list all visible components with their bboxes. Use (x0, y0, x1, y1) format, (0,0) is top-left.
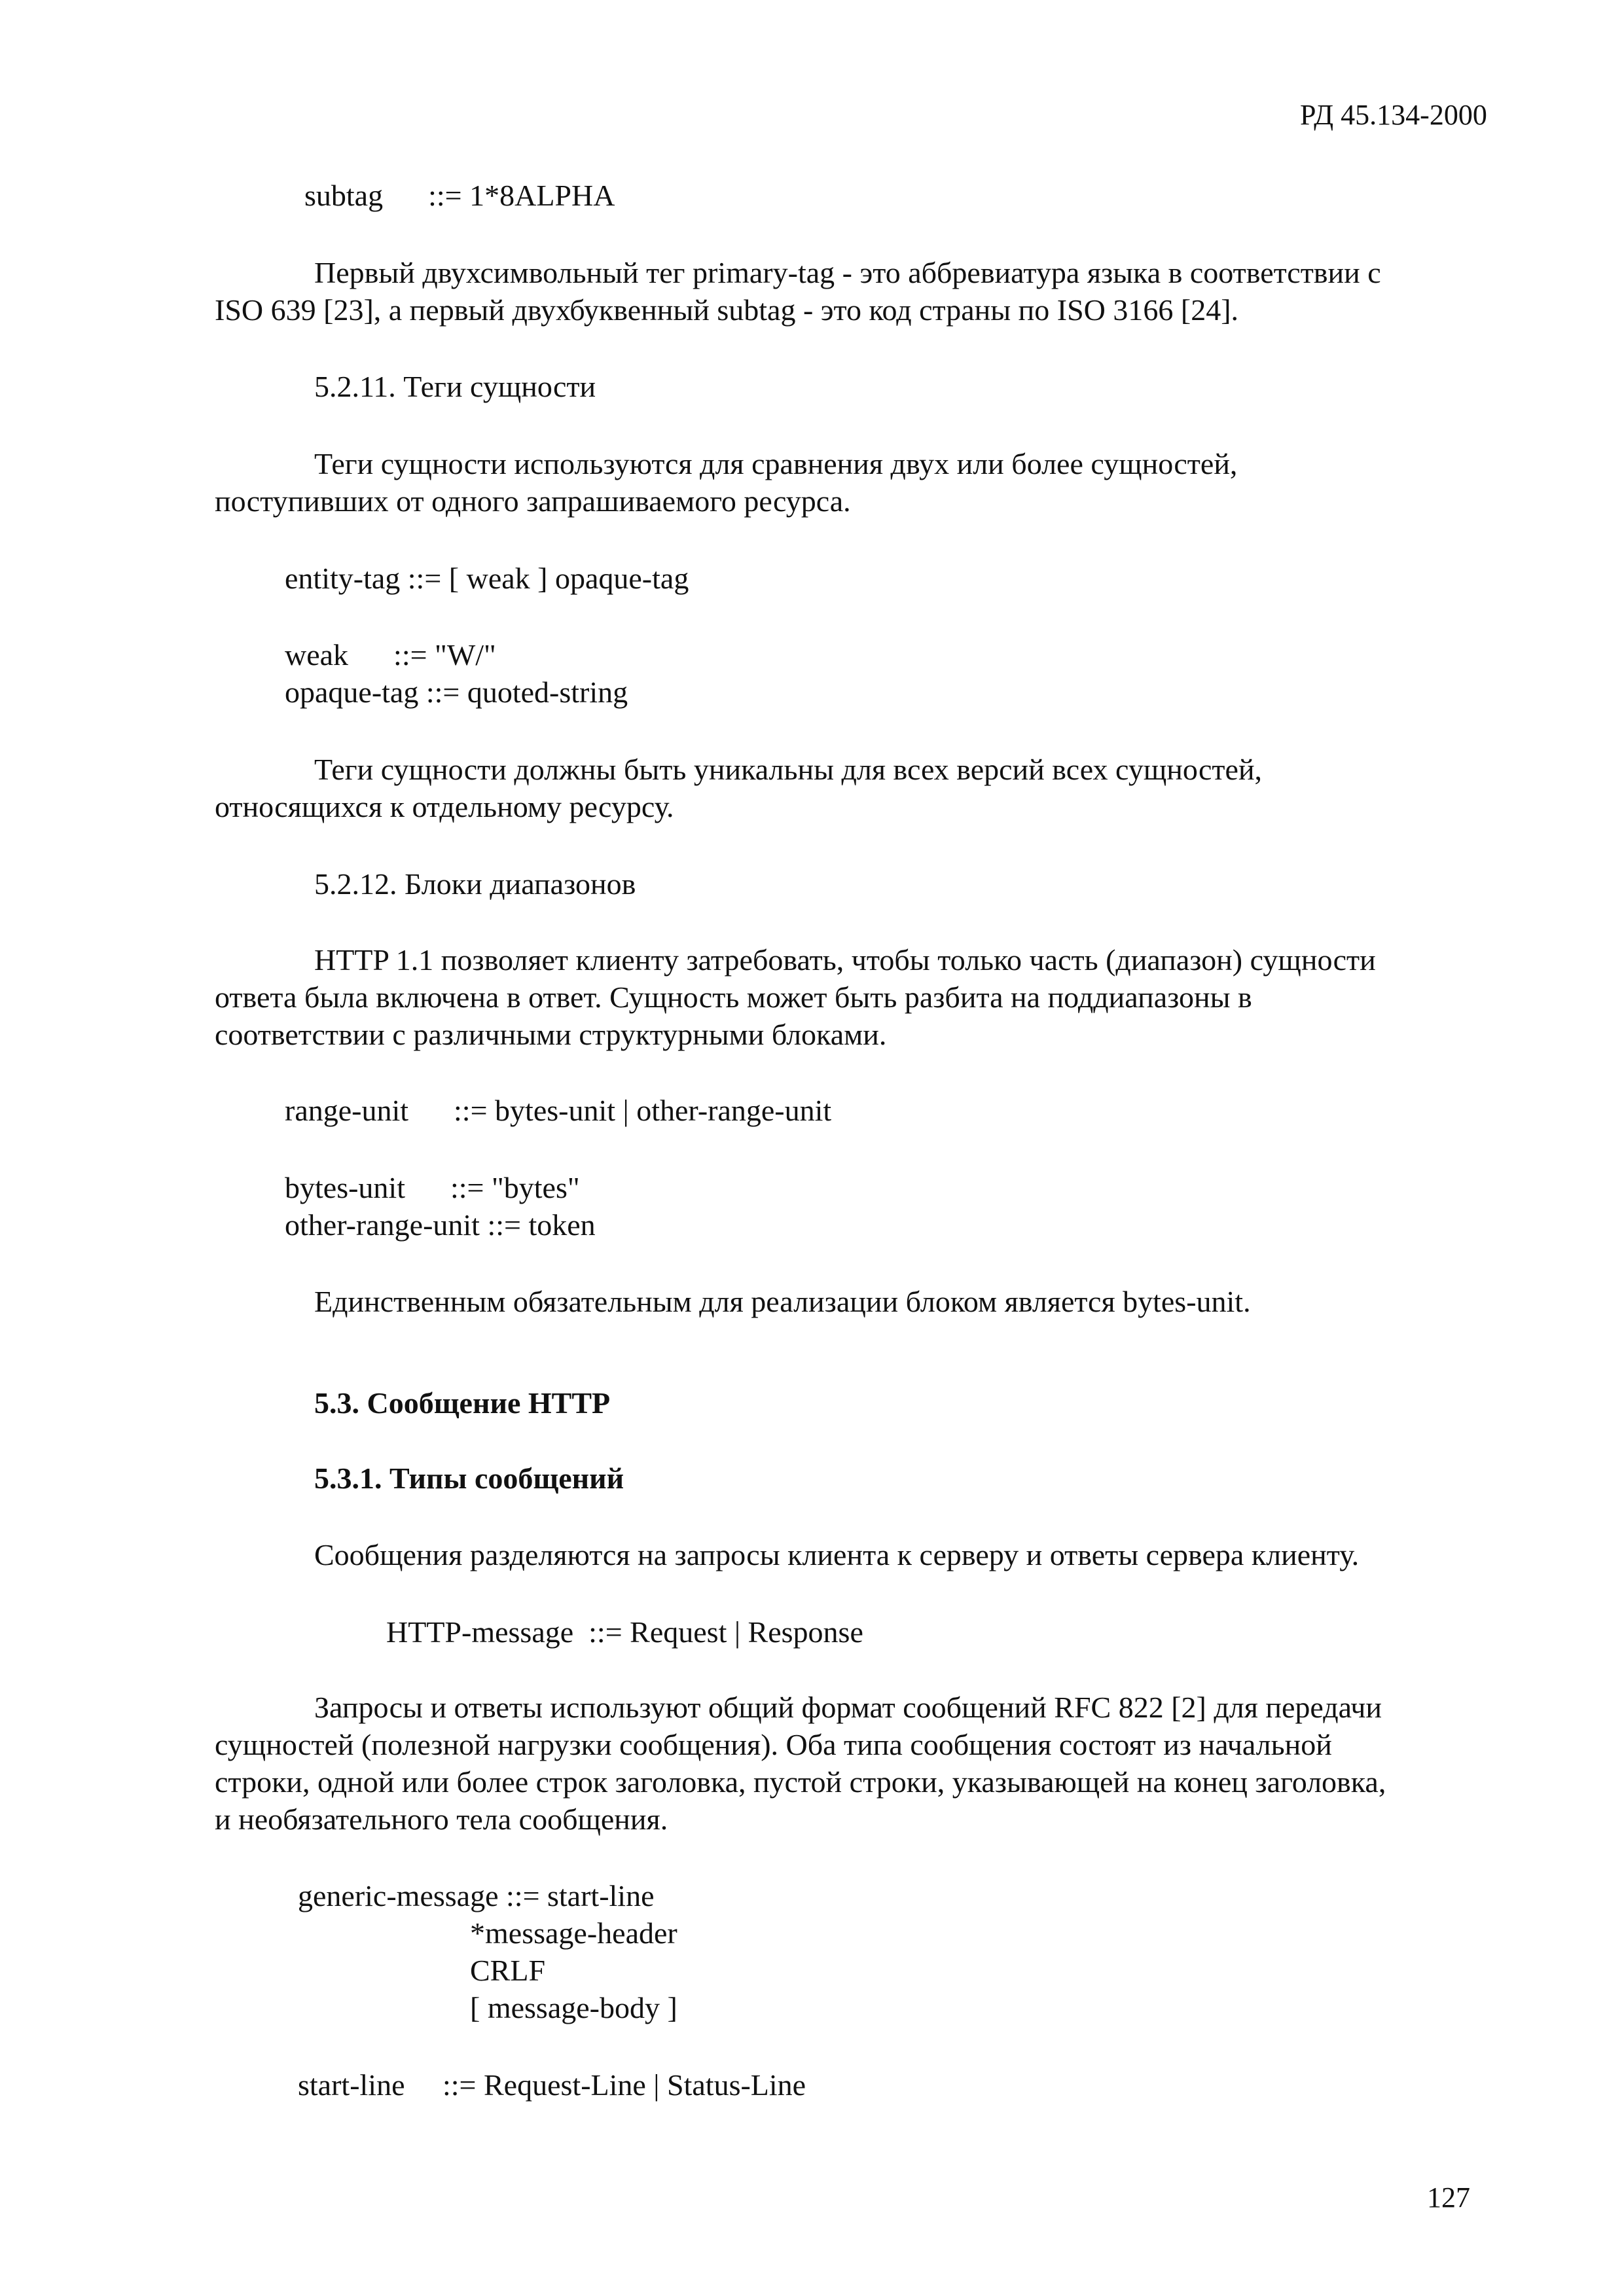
paragraph-entity-unique-line-2: относящихся к отдельному ресурсу. (215, 790, 674, 823)
grammar-start-line: start-line ::= Request-Line | Status-Line (298, 2068, 806, 2102)
paragraph-range-units-line-3: соответствии с различными структурными блоками. (215, 1018, 887, 1051)
grammar-subtag: subtag ::= 1*8ALPHA (304, 179, 615, 212)
paragraph-message-format-line-2: сущностей (полезной нагрузки сообщения). Оба типа сообщения состоят из начальной (215, 1728, 1332, 1761)
paragraph-message-format-line-4: и необязательного тела сообщения. (215, 1803, 668, 1836)
grammar-bytes-unit: bytes-unit ::= "bytes" (285, 1171, 580, 1204)
paragraph-message-types: Сообщения разделяются на запросы клиента к серверу и ответы сервера клиенту. (314, 1538, 1360, 1571)
paragraph-entity-tags-line-2: поступивших от одного запрашиваемого ресурса. (215, 484, 851, 518)
grammar-generic-message-body: [ message-body ] (470, 1991, 677, 2024)
grammar-opaque-tag: opaque-tag ::= quoted-string (285, 675, 628, 709)
section-heading-5-3-1: 5.3.1. Типы сообщений (314, 1462, 624, 1495)
paragraph-primary-tag-line-1: Первый двухсимвольный тег primary-tag - это аббревиатура языка в соответствии с (314, 256, 1381, 289)
grammar-generic-crlf: CRLF (470, 1954, 546, 1987)
paragraph-range-units-line-1: HTTP 1.1 позволяет клиенту затребовать, чтобы только часть (диапазон) сущности (314, 943, 1376, 977)
paragraph-entity-unique-line-1: Теги сущности должны быть уникальны для всех версий всех сущностей, (314, 753, 1263, 786)
grammar-other-range-unit: other-range-unit ::= token (285, 1208, 596, 1242)
grammar-weak: weak ::= "W/" (285, 638, 496, 672)
paragraph-entity-tags-line-1: Теги сущности используются для сравнения двух или более сущностей, (314, 447, 1238, 480)
grammar-range-unit: range-unit ::= bytes-unit | other-range-unit (285, 1094, 832, 1127)
grammar-generic-message: generic-message ::= start-line (298, 1879, 655, 1912)
grammar-http-message: HTTP-message ::= Request | Response (386, 1615, 863, 1649)
grammar-entity-tag: entity-tag ::= [ weak ] opaque-tag (285, 562, 689, 595)
section-heading-5-3: 5.3. Сообщение HTTP (314, 1386, 611, 1420)
section-heading-5-2-12: 5.2.12. Блоки диапазонов (314, 867, 636, 901)
paragraph-bytes-unit-required: Единственным обязательным для реализации блоком является bytes-unit. (314, 1285, 1251, 1318)
paragraph-message-format-line-1: Запросы и ответы используют общий формат сообщений RFC 822 [2] для передачи (314, 1691, 1382, 1724)
grammar-generic-message-header: *message-header (470, 1916, 677, 1950)
paragraph-range-units-line-2: ответа была включена в ответ. Сущность может быть разбита на поддиапазоны в (215, 980, 1252, 1014)
paragraph-primary-tag-line-2: ISO 639 [23], а первый двухбуквенный subtag - это код страны по ISO 3166 [24]. (215, 293, 1239, 327)
paragraph-message-format-line-3: строки, одной или более строк заголовка, пустой строки, указывающей на конец заголовка, (215, 1765, 1386, 1799)
document-code: РД 45.134-2000 (1300, 99, 1487, 131)
section-heading-5-2-11: 5.2.11. Теги сущности (314, 370, 596, 403)
page-number: 127 (1427, 2181, 1470, 2214)
